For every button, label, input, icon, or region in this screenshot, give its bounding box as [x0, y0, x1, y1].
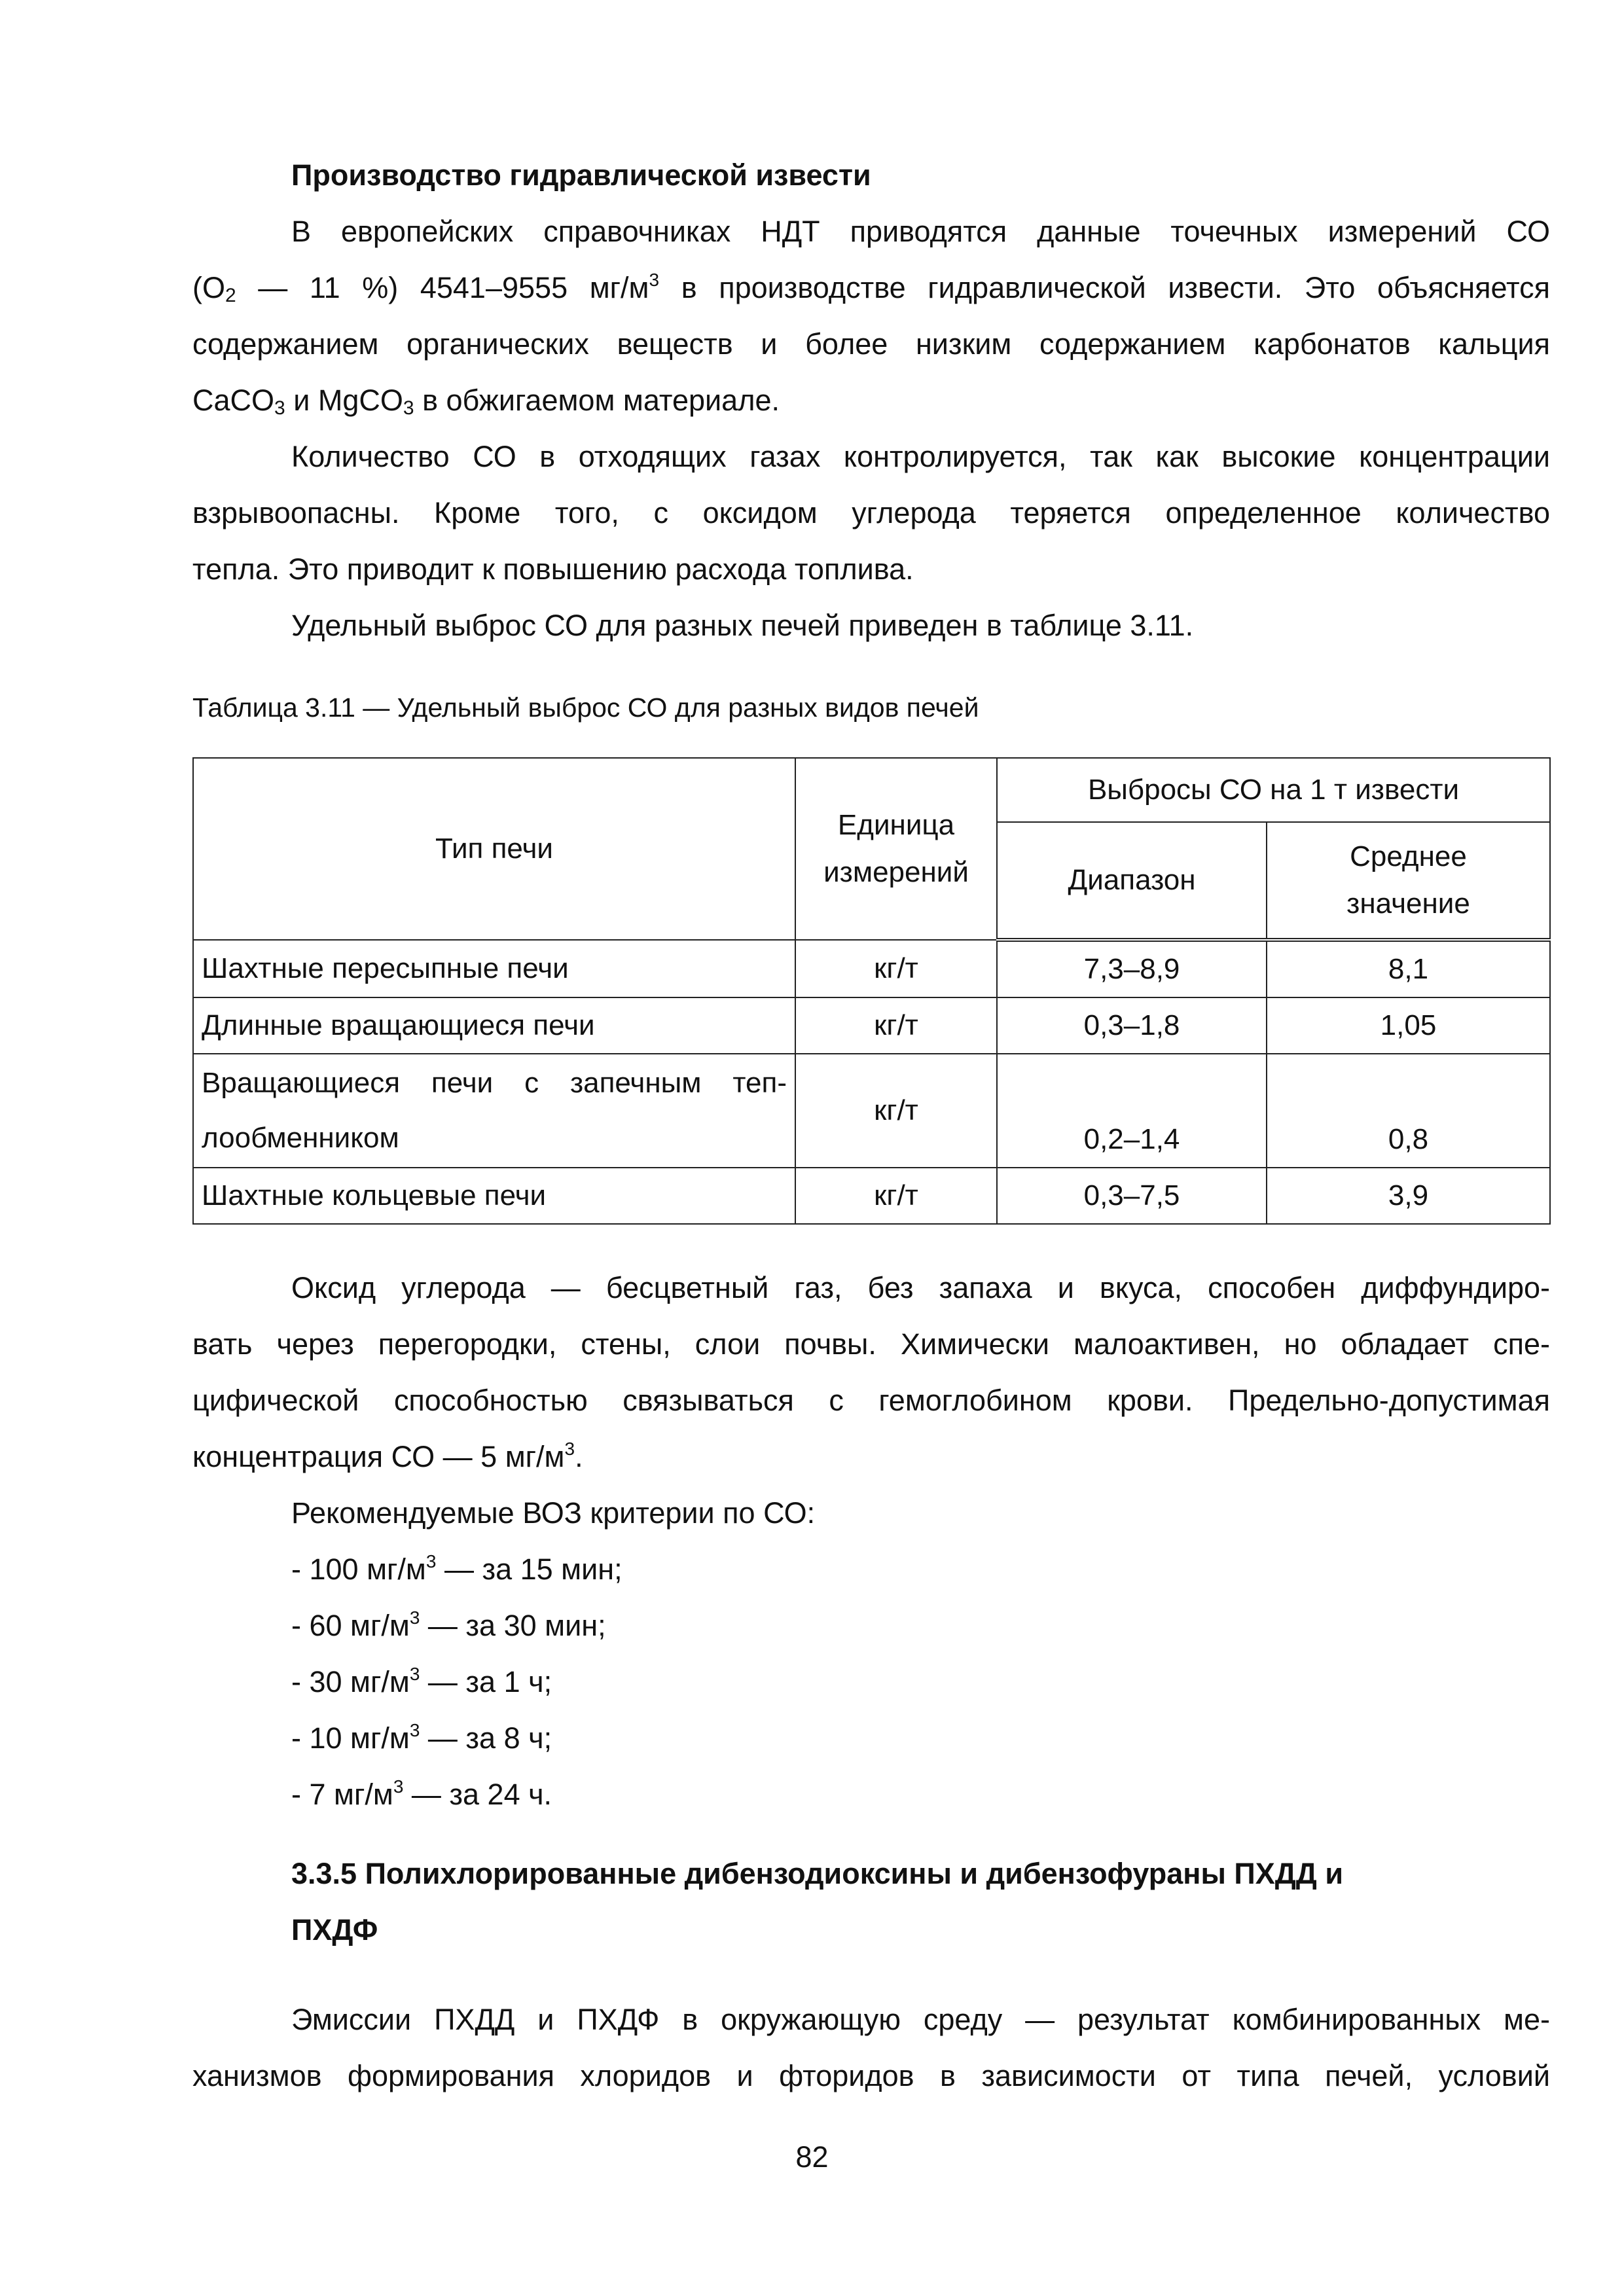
paragraph-line: тепла. Это приводит к повышению расхода топлива. [192, 552, 914, 586]
paragraph-line: вать через перегородки, стены, слои почвы. Химически малоактивен, но обладает спе- [192, 1327, 1550, 1361]
paragraph-line: содержанием органических веществ и более низким содержанием карбонатов кальция [192, 327, 1550, 361]
cell-unit: кг/т [795, 997, 997, 1054]
paragraph-line: концентрация СО — 5 $мг/м^3$. [192, 1439, 583, 1473]
paragraph-line: Оксид углерода — бесцветный газ, без запаха и вкуса, способен диффундиро- [291, 1271, 1550, 1304]
emissions-table [192, 757, 1551, 1225]
table-caption: Таблица 3.11 — Удельный выброс СО для разных видов печей [192, 692, 979, 723]
section-heading-line: ПХДФ [291, 1913, 378, 1946]
paragraph-line: В европейских справочниках НДТ приводятся данные точечных измерений СО [291, 215, 1550, 248]
cell-unit: кг/т [795, 940, 997, 997]
table-row [193, 997, 1550, 1054]
table-row [193, 1054, 1550, 1168]
paragraph-line: ($O_2$ — 11 %) 4541–9555 $мг/м^3$ в производстве гидравлической извести. Это объясняется [192, 270, 1550, 306]
list-item: - 60 $мг/м^3$ — за 30 мин; [291, 1607, 606, 1642]
cell-type: Шахтные пересыпные печи [193, 940, 795, 997]
header-emissions: Выбросы СО на 1 т извести [997, 758, 1550, 822]
cell-range: 0,3–7,5 [997, 1168, 1267, 1224]
table-row [193, 1168, 1550, 1224]
list-item: - 100 $мг/м^3$ — за 15 мин; [291, 1551, 623, 1586]
header-type: Тип печи [193, 758, 795, 940]
cell-range: 0,3–1,8 [997, 997, 1267, 1054]
paragraph-line: CaCO$_3$ и MgCO$_3$ в обжигаемом материале. [192, 384, 780, 419]
table-row [193, 940, 1550, 997]
paragraph-line: ханизмов формирования хлоридов и фторидов в зависимости от типа печей, условий [192, 2059, 1550, 2092]
cell-type: Шахтные кольцевые печи [193, 1168, 795, 1224]
cell-average: 0,8 [1267, 1054, 1550, 1168]
cell-range: 7,3–8,9 [997, 940, 1267, 997]
header-unit: Единица измерений [795, 758, 997, 940]
table-header-row [193, 758, 1550, 822]
header-average: Среднее значение [1267, 822, 1550, 940]
page-number: 82 [795, 2140, 829, 2174]
section-heading: Производство гидравлической извести [291, 158, 871, 192]
paragraph-line: цифической способностью связываться с гемоглобином крови. Предельно-допустимая [192, 1384, 1550, 1417]
paragraph-line: взрывоопасны. Кроме того, с оксидом углерода теряется определенное количество [192, 496, 1550, 529]
cell-average: 1,05 [1267, 997, 1550, 1054]
cell-average: 3,9 [1267, 1168, 1550, 1224]
cell-unit: кг/т [795, 1054, 997, 1168]
cell-unit: кг/т [795, 1168, 997, 1224]
list-item: - 7 $мг/м^3$ — за 24 ч. [291, 1776, 552, 1811]
paragraph-line: Количество СО в отходящих газах контролируется, так как высокие концентрации [291, 440, 1550, 473]
cell-average: 8,1 [1267, 940, 1550, 997]
list-item: - 30 $мг/м^3$ — за 1 ч; [291, 1664, 552, 1698]
header-range: Диапазон [997, 822, 1267, 940]
paragraph-line: Удельный выброс СО для разных печей приведен в таблице 3.11. [291, 609, 1194, 642]
list-item: - 10 $мг/м^3$ — за 8 ч; [291, 1720, 552, 1755]
section-heading-line: 3.3.5 Полихлорированные дибензодиоксины и дибензофураны ПХДД и [291, 1857, 1344, 1890]
cell-range: 0,2–1,4 [997, 1054, 1267, 1168]
paragraph-line: Эмиссии ПХДД и ПХДФ в окружающую среду — результат комбинированных ме- [291, 2003, 1550, 2036]
cell-type: Длинные вращающиеся печи [193, 997, 795, 1054]
cell-type: Вращающиеся печи с запечным теп- лообменником [193, 1054, 795, 1168]
paragraph-line: Рекомендуемые ВОЗ критерии по СО: [291, 1496, 816, 1530]
